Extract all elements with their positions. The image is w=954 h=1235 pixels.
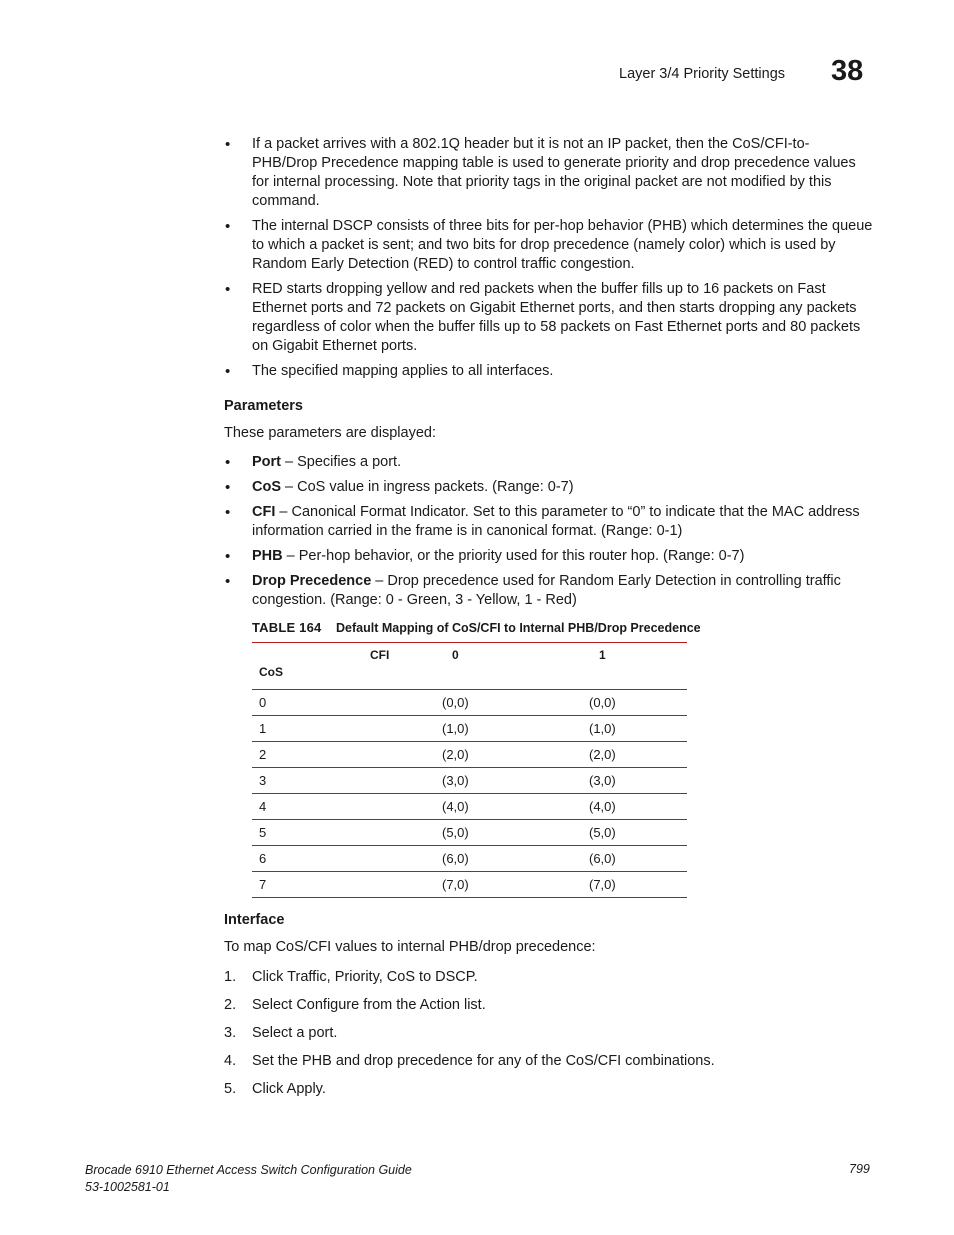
parameter-item-phb: • PHB – Per-hop behavior, or the priority used for this router hop. (Range: 0-7) [225, 548, 745, 565]
table-title: Default Mapping of CoS/CFI to Internal PHB/Drop Precedence [336, 621, 701, 635]
bullet-icon: • [225, 504, 231, 521]
interface-heading: Interface [224, 912, 285, 928]
parameter-item-cos: • CoS – CoS value in ingress packets. (Range: 0-7) [225, 479, 574, 496]
parameter-item-drop-precedence: • Drop Precedence – Drop precedence used for Random Early Detection in controlling traffic congestion. (Range: 0 - Green, 3 - Yellow, 1 - Red) [225, 573, 841, 608]
step-item: 1. Click Traffic, Priority, CoS to DSCP. [224, 969, 478, 985]
table-row: 1 (1,0) (1,0) [252, 716, 687, 742]
list-item: • If a packet arrives with a 802.1Q header but it is not an IP packet, then the CoS/CFI-to-PHB/Drop Precedence mapping table is used to generate priority and drop precedence values for internal processing. Note that priority tags in the original packet are not modified by this command. [225, 136, 856, 209]
table-row: 3 (3,0) (3,0) [252, 768, 687, 794]
bullet-icon: • [225, 363, 231, 380]
parameters-intro: These parameters are displayed: [224, 425, 436, 441]
parameters-heading: Parameters [224, 398, 303, 414]
step-item: 3. Select a port. [224, 1025, 338, 1041]
bullet-icon: • [225, 281, 231, 298]
page-number: 799 [849, 1162, 870, 1176]
step-item: 4. Set the PHB and drop precedence for any of the CoS/CFI combinations. [224, 1053, 715, 1069]
table-header [252, 643, 687, 690]
doc-title: Brocade 6910 Ethernet Access Switch Configuration Guide [85, 1163, 412, 1177]
interface-intro: To map CoS/CFI values to internal PHB/drop precedence: [224, 939, 596, 955]
table-row: 7 (7,0) (7,0) [252, 872, 687, 898]
list-item: • The specified mapping applies to all interfaces. [225, 363, 554, 380]
section-title: Layer 3/4 Priority Settings [619, 66, 786, 82]
page-footer [85, 1162, 412, 1196]
header-cfi-1: 1 [599, 648, 606, 662]
table-label: TABLE 164 [252, 620, 322, 635]
table-row: 0 (0,0) (0,0) [252, 690, 687, 716]
parameter-item-port: • Port – Specifies a port. [225, 454, 402, 471]
bullet-icon: • [225, 218, 231, 235]
mapping-table [252, 642, 687, 898]
bullet-icon: • [225, 479, 231, 496]
table-row: 4 (4,0) (4,0) [252, 794, 687, 820]
list-item: • RED starts dropping yellow and red packets when the buffer fills up to 16 packets on Fast Ethernet ports and 72 packets on Gigabit Ethernet ports, and then starts dropping any packets regardless of color when the buffer fills up to 58 packets on Fast Ethernet ports and 80 packets on Gigabit Ethernet ports. [225, 281, 861, 354]
parameter-item-cfi: • CFI – Canonical Format Indicator. Set to this parameter to “0” to indicate that the MAC address information carried in the frame is in canonical format. (Range: 0-1) [225, 504, 860, 539]
table-row: 2 (2,0) (2,0) [252, 742, 687, 768]
step-item: 5. Click Apply. [224, 1081, 326, 1097]
table-caption [252, 620, 701, 635]
bullet-icon: • [225, 136, 231, 153]
table-row: 5 (5,0) (5,0) [252, 820, 687, 846]
list-item: • The internal DSCP consists of three bits for per-hop behavior (PHB) which determines the queue to which a packet is sent; and two bits for drop precedence (namely color) which is used by Random Early Detection (RED) to control traffic congestion. [225, 218, 873, 272]
bullet-icon: • [225, 454, 231, 471]
table-row: 6 (6,0) (6,0) [252, 846, 687, 872]
step-item: 2. Select Configure from the Action list. [224, 997, 486, 1013]
bullet-icon: • [225, 573, 231, 590]
header-cfi-0: 0 [452, 648, 459, 662]
intro-bullet-list [224, 135, 874, 387]
header-cfi: CFI [370, 648, 390, 662]
doc-number: 53-1002581-01 [85, 1180, 170, 1194]
header-cos: CoS [259, 665, 283, 679]
chapter-number: 38 [831, 55, 864, 87]
steps-list [224, 968, 715, 1108]
bullet-icon: • [225, 548, 231, 565]
parameter-list [224, 453, 874, 616]
